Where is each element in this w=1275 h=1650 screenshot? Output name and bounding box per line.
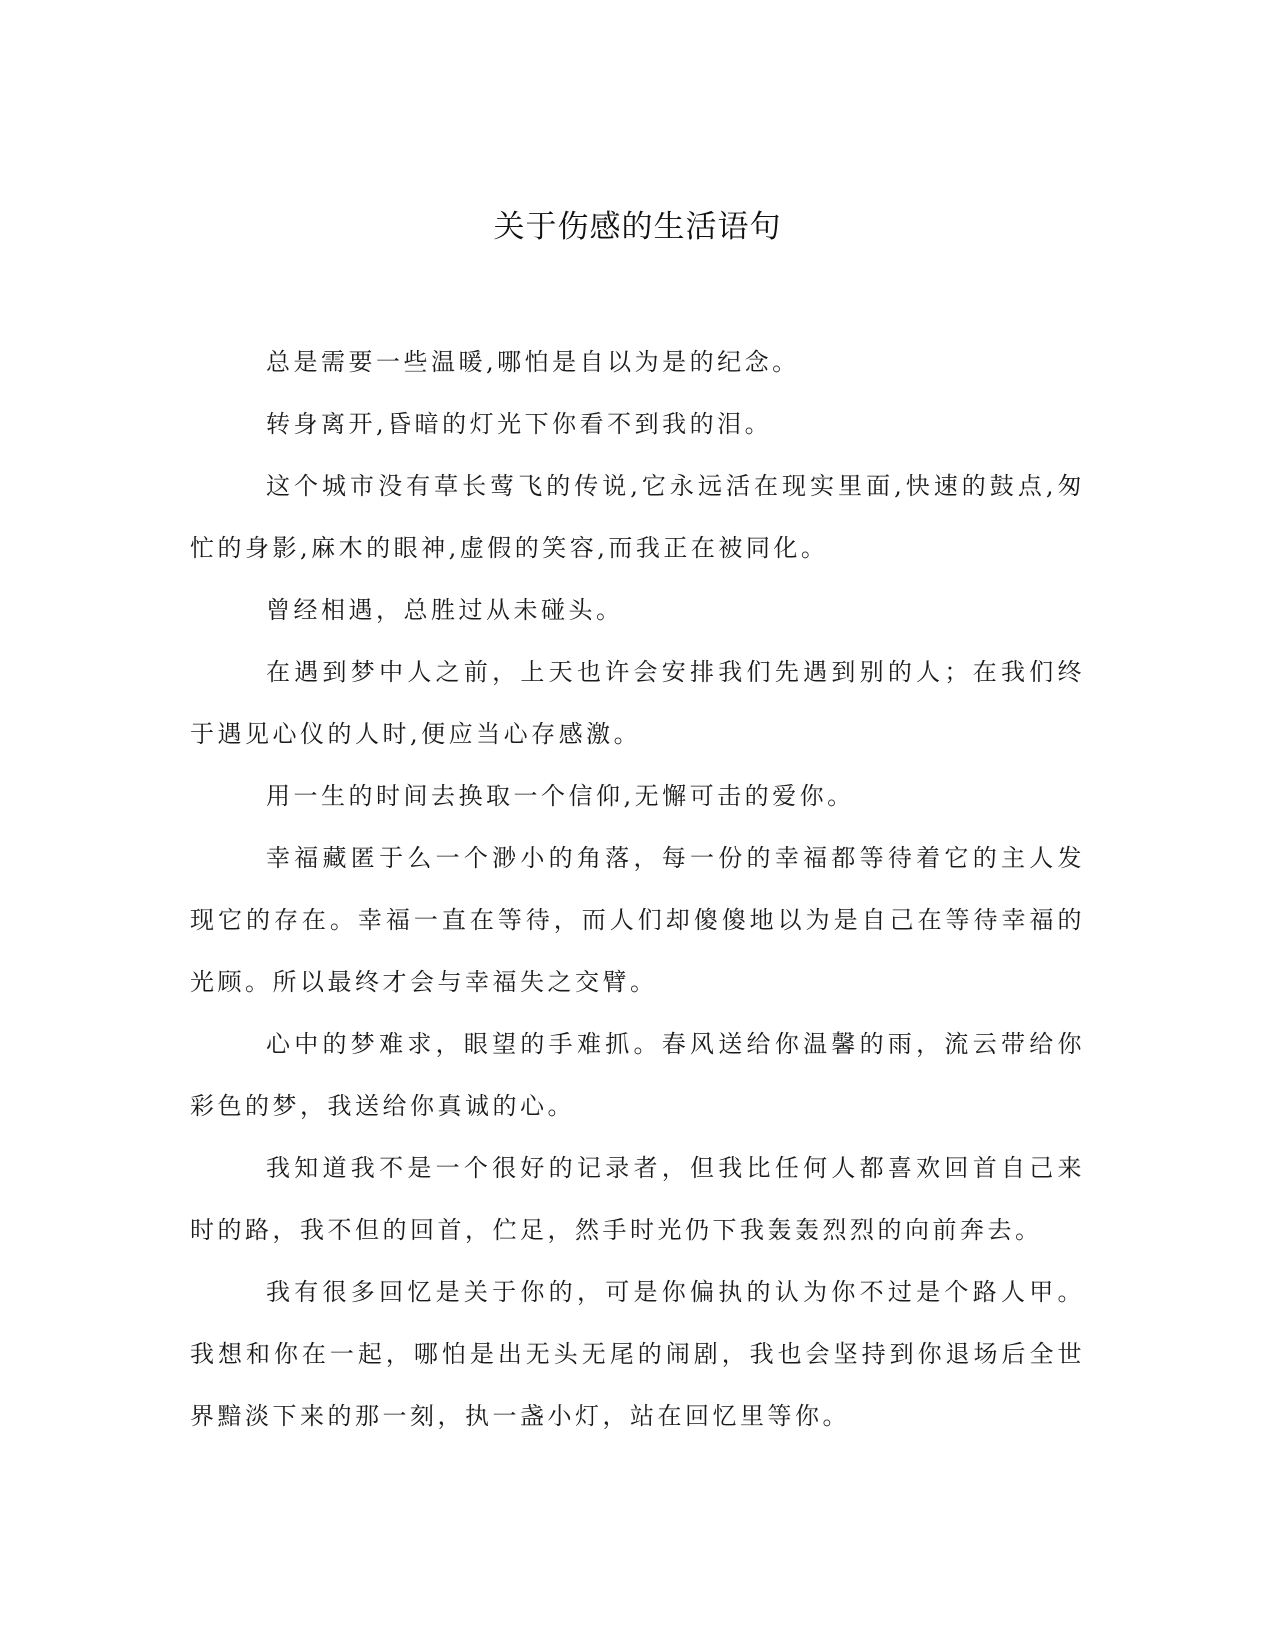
- paragraph: 我知道我不是一个很好的记录者，但我比任何人都喜欢回首自己来时的路，我不但的回首，伫足，然手时光仍下我轰轰烈烈的向前奔去。: [190, 1154, 1085, 1244]
- paragraph: 这个城市没有草长莺飞的传说,它永远活在现实里面,快速的鼓点,匆忙的身影,麻木的眼神,虚假的笑容,而我正在被同化。: [190, 472, 1085, 562]
- paragraph: 我有很多回忆是关于你的，可是你偏执的认为你不过是个路人甲。我想和你在一起，哪怕是出无头无尾的闹剧，我也会坚持到你退场后全世界黯淡下来的那一刻，执一盏小灯，站在回忆里等你。: [190, 1278, 1085, 1430]
- paragraph: 在遇到梦中人之前，上天也许会安排我们先遇到别的人；在我们终于遇见心仪的人时,便应当心存感激。: [190, 658, 1085, 748]
- paragraph: 曾经相遇，总胜过从未碰头。: [266, 596, 624, 624]
- paragraph: 心中的梦难求，眼望的手难抓。春风送给你温馨的雨，流云带给你彩色的梦，我送给你真诚的心。: [190, 1030, 1085, 1120]
- paragraph: 转身离开,昏暗的灯光下你看不到我的泪。: [266, 410, 773, 438]
- paragraph: 总是需要一些温暖,哪怕是自以为是的纪念。: [266, 348, 800, 376]
- paragraph: 幸福藏匿于么一个渺小的角落，每一份的幸福都等待着它的主人发现它的存在。幸福一直在等待，而人们却傻傻地以为是自己在等待幸福的光顾。所以最终才会与幸福失之交臂。: [190, 844, 1085, 996]
- paragraph: 用一生的时间去换取一个信仰,无懈可击的爱你。: [266, 782, 855, 810]
- document-title: 关于伤感的生活语句: [493, 209, 782, 245]
- document-body: [190, 331, 1085, 1447]
